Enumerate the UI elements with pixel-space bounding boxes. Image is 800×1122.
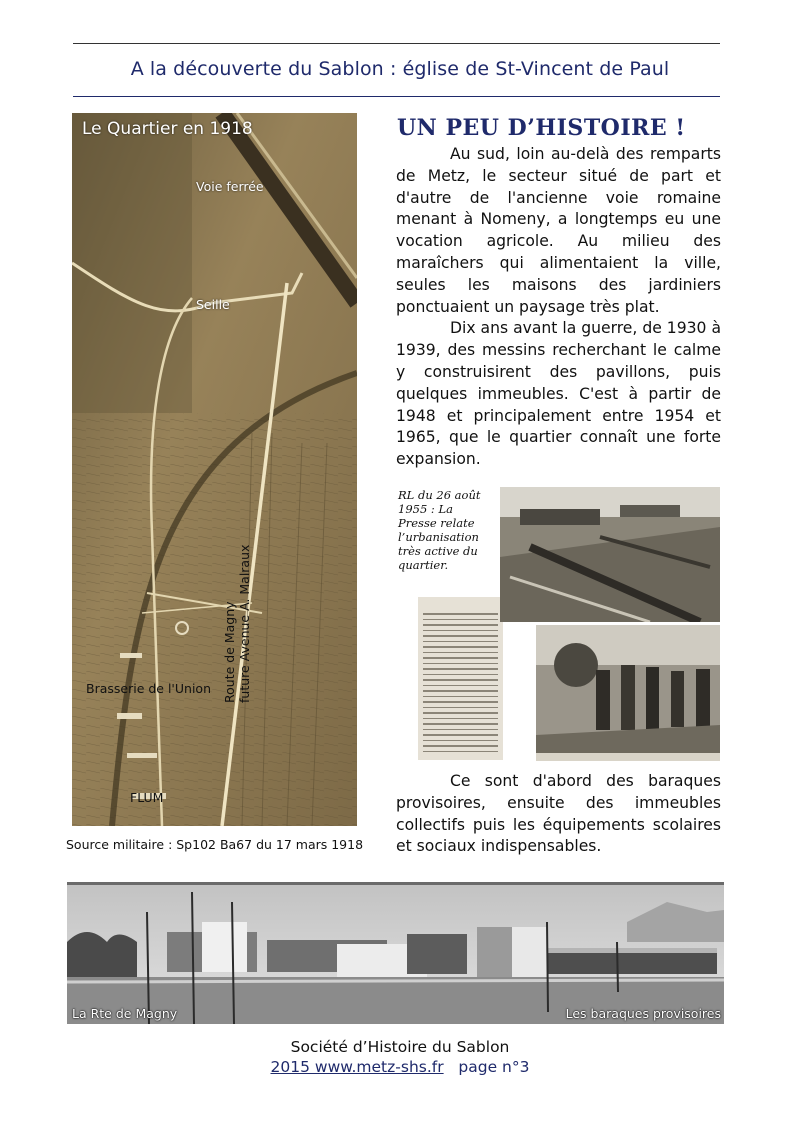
footer-page-number: page n°3 xyxy=(458,1058,530,1076)
title-rule xyxy=(73,96,720,97)
clipping-photo-construction xyxy=(500,487,720,622)
panorama-photo-image xyxy=(67,882,724,1024)
flum-label: FLUM xyxy=(130,790,164,805)
history-text-continued xyxy=(396,771,721,858)
footer-website-link[interactable]: 2015 www.metz-shs.fr xyxy=(270,1058,444,1076)
history-paragraph-3: Ce sont d'abord des baraques provisoires, ensuite des immeubles collectifs puis les équipements scolaires et sociaux indispensables. xyxy=(396,772,721,856)
route-label-line2: future Avenue A. Malraux xyxy=(237,544,252,703)
route-label xyxy=(222,503,252,703)
aerial-photo xyxy=(72,113,357,826)
history-title: UN PEU D’HISTOIRE ! xyxy=(397,115,686,141)
press-clipping xyxy=(418,487,720,763)
footer-organization: Société d’Histoire du Sablon xyxy=(290,1038,510,1056)
footer-line xyxy=(0,1058,800,1076)
seille-label: Seille xyxy=(196,297,230,312)
brasserie-label: Brasserie de l'Union xyxy=(86,681,211,696)
history-paragraph-1: Au sud, loin au-delà des remparts de Metz, le secteur situé de part et d'autre de l'ancienne voie romaine menant à Nomeny, a longtemps eu une vocation agricole. Au milieu des maraîchers qui alimentaient la ville, seules les maisons des jardiniers ponctuaient un paysage très plat. xyxy=(396,145,721,316)
aerial-photo-title: Le Quartier en 1918 xyxy=(82,119,253,139)
clipping-photo-caption xyxy=(536,753,720,761)
history-text xyxy=(396,144,721,471)
clipping-article-text xyxy=(418,597,503,760)
panorama-photo xyxy=(67,882,724,1024)
panorama-label-left: La Rte de Magny xyxy=(72,1006,178,1021)
aerial-photo-source: Source militaire : Sp102 Ba67 du 17 mars 1918 xyxy=(66,837,364,852)
route-label-line1: Route de Magny xyxy=(222,601,237,703)
page-title: A la découverte du Sablon : église de St-Vincent de Paul xyxy=(130,58,670,80)
press-caption: RL du 26 août 1955 : La Presse relate l’urbanisation très active du quartier. xyxy=(398,488,481,572)
top-rule xyxy=(73,43,720,44)
history-paragraph-2: Dix ans avant la guerre, de 1930 à 1939, des messins recherchant le calme y construisirent des pavillons, puis quelques immeubles. C'est à partir de 1948 et principalement entre 1954 et 1965, que le quartier connaît une forte expansion. xyxy=(396,319,721,469)
aerial-photo-image xyxy=(72,113,357,826)
railway-label: Voie ferrée xyxy=(196,179,264,194)
clipping-photo-workers xyxy=(536,625,720,753)
panorama-label-right: Les baraques provisoires xyxy=(565,1006,721,1021)
